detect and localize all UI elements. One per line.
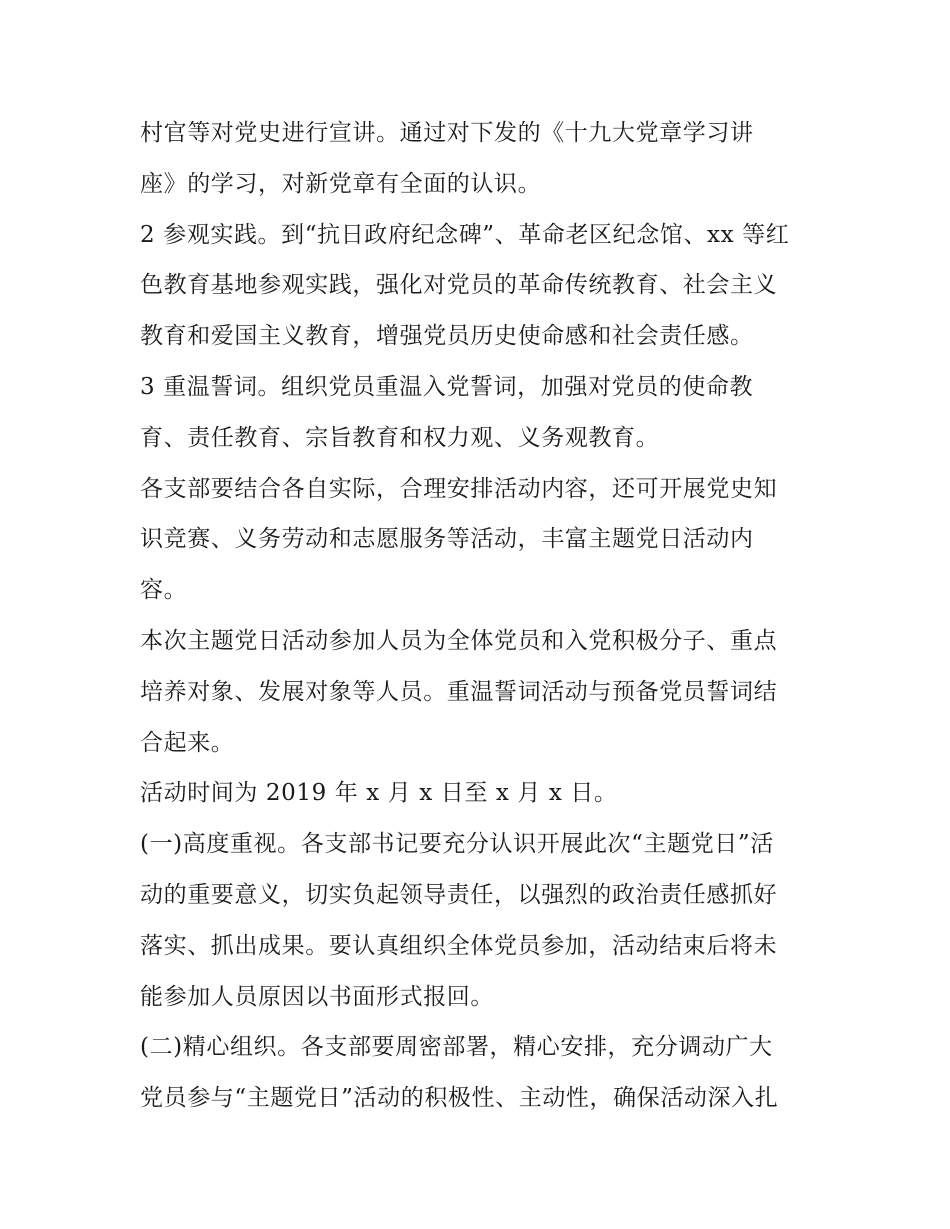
text-line: 动的重要意义，切实负起领导责任，以强烈的政治责任感抓好 [140,881,778,908]
text-line: 党员参与“主题党日”活动的积极性、主动性，确保活动深入扎 [140,1085,779,1112]
document-body [140,108,820,1124]
text-line: (一)高度重视。各支部书记要充分认识开展此次“主题党日”活 [140,831,774,858]
text-line: 活动时间为 2019 年 x 月 x 日至 x 月 x 日。 [140,780,618,807]
text-line: 教育和爱国主义教育，增强党员历史使命感和社会责任感。 [140,323,754,350]
text-line: 色教育基地参观实践，强化对党员的革命传统教育、社会主义 [140,272,778,299]
text-line: 村官等对党史进行宣讲。通过对下发的《十九大党章学习讲 [140,120,754,146]
text-line: 3 重温誓词。组织党员重温入党誓词，加强对党员的使命教 [140,373,754,400]
text-line: 培养对象、发展对象等人员。重温誓词活动与预备党员誓词结 [140,678,778,705]
text-line: 落实、抓出成果。要认真组织全体党员参加，活动结束后将未 [140,932,778,959]
text-line: (二)精心组织。各支部要周密部署，精心安排，充分调动广大 [140,1034,773,1061]
text-line: 育、责任教育、宗旨教育和权力观、义务观教育。 [140,424,660,451]
text-line: 合起来。 [140,729,235,756]
text-line: 识竞赛、义务劳动和志愿服务等活动，丰富主题党日活动内 [140,526,754,553]
text-line: 本次主题党日活动参加人员为全体党员和入党积极分子、重点 [140,627,778,654]
text-line: 能参加人员原因以书面形式报回。 [140,983,494,1010]
text-line: 各支部要结合各自实际，合理安排活动内容，还可开展党史知 [140,475,778,502]
text-line: 座》的学习，对新党章有全面的认识。 [140,170,542,197]
text-line: 容。 [140,577,188,604]
text-line: 2 参观实践。到“抗日政府纪念碑”、革命老区纪念馆、xx 等红 [140,221,790,248]
